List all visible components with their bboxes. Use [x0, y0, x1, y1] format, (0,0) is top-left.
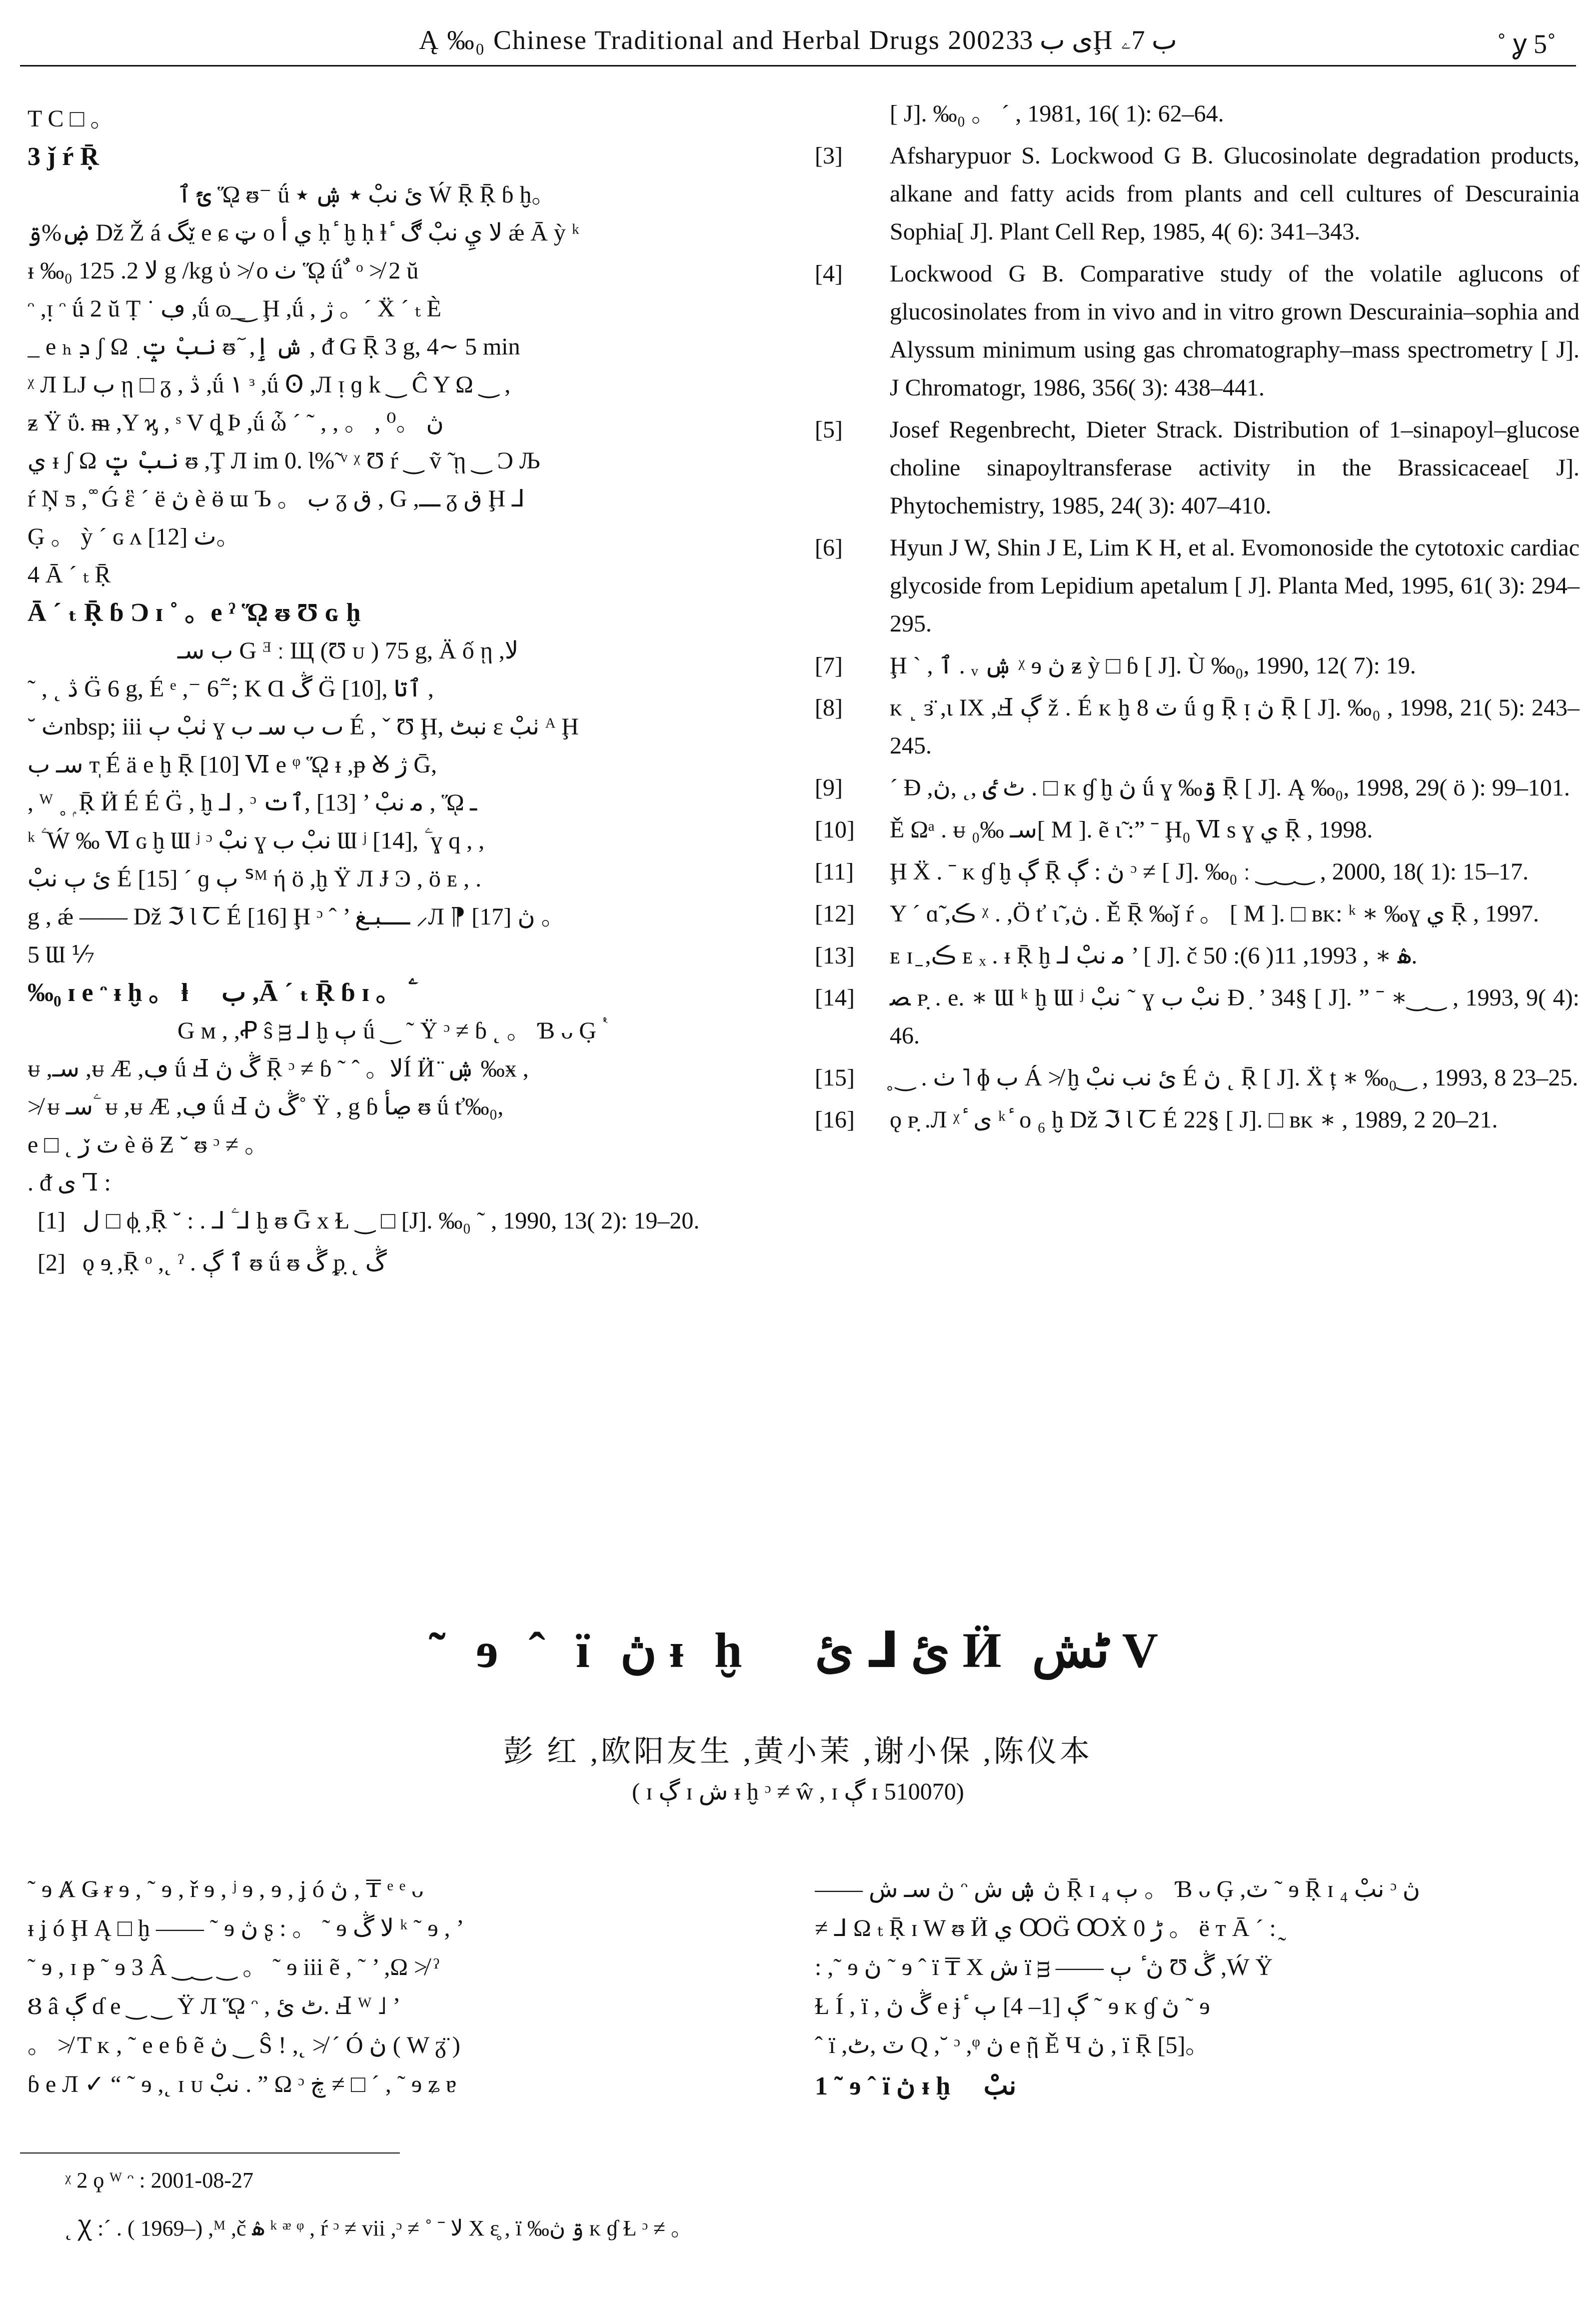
text-line: 5 Ɯ ⅐	[27, 942, 94, 968]
section-heading: 3 ǰ ŕ Ṝ	[27, 142, 99, 171]
text-line: , ᵂ ˳ ۭ Ṝ Ӥ É É G̈ , ḫ ⅃ , ᵓ ﻣ نبْ ’ [13] ,ٱت , ᾭ ـ	[27, 790, 477, 816]
section-heading: Ā ˊ ₜ Ṝ ɓ Ɔ ɪ ˚ 。e ˀ ᾭ ᵿ Ʊ ɢ ḫ	[27, 598, 361, 627]
text-line: G ᴍ , ,Ꝓ ŝ ᴟ ⅃ ḫ ٻ ǘ ‿ ˜ Ÿ ᵓ ≠ ɓ ˛ 。 Ɓ ᴗ G̣ ٝ	[177, 1018, 603, 1044]
text-line: ئً ٱ ᾭ ᵿ⁻ ǘ ئ نبْ ٭ ۺ ٭ Ẃ Ṝ Ṝ ɓ ḫ。	[177, 182, 556, 208]
reference-number: [6]	[815, 534, 843, 561]
reference-number: [12]	[815, 900, 855, 927]
text-line: 。 ≯ T ᴋ , ˜ e e ɓ ẽ ڽ ‿ Ŝ ! ,˛ ≯ ˊ Ó ڽ ( W ᵹ̈ )	[27, 2032, 460, 2058]
text-line: Ȣ â ڳ ɗ e ‿ ‿ Ÿ Л ᾭ ᵔ , ٹ ئ. Ⅎ ᵂ ˩ ’	[27, 1993, 401, 2020]
text-line: G̣ 。 ỳ ˊ ɢ ᴧ ٺ [12]。	[27, 524, 240, 550]
reference-number: [13]	[815, 942, 855, 969]
section-heading: ‰₀ ɪ e ᵔ ᵻ ḫ 。 ⱡ ٔ ب ,Ā ˊ ₜ Ṝ ɓ ɪ 。 ۧ	[27, 978, 408, 1007]
text-line: ᵏ ۧ Ẃ ‰ Ⅵ ɢ ḫ Ɯ ʲ ᵓ نبْ ɣ نبْ ب Ɯ ʲ [14], ۧ ɣ q , ,	[27, 828, 485, 854]
text-line: سـ ب ᴛ̩ É ä e ḫ Ṝ [10] Ⅵ e ᵠ ᾭ ᵻ ,ᵽ Ꙋ ژ Ḡ,	[27, 752, 437, 778]
text-line: ئ ٻ نبْ É [15] ˊ ɡ ٻ ᔆᴹ ή ö ,ḫ Ÿ Л Ɉ Ͽ , ö ᴇ , .	[27, 866, 482, 892]
text-line: ˆ ï ,ٽ ,ٹ Q ,˘ ᵓ ,ᵠ ڽ e ῇ Ě Ч ڽ , ï Ṝ [5]。	[815, 2032, 1210, 2058]
text-line: Ɫ Í , ï , ڴ ڽ e ɉ ٔ ڳ [1– 4] ٻ ˜ ɘ ᴋ ɠ ڽ ˜ ɘ	[815, 1993, 1210, 2020]
text-line: ˜ ɘ , ɪ ᵽ ˜ ɘ 3 Â ‿‿ ‿ 。 ˜ ɘ iii ẽ , ˜ ’ ,Ω ≯ ˀ	[27, 1954, 439, 1980]
page-number: ˚ ỿ 5˚	[1497, 29, 1556, 59]
text-line: ᵔ ,ᴉ ᵔ ǘ 2 ŭ Ṭ ˙ ڢ ,ǘ ɷ͟ ‿ Ḩ ,ǘ , ژ 。ˊ Ẍ ˊ ₜ È	[27, 296, 441, 322]
reference-text: Ḩ Ẍ . ˉ ᴋ ɠ ḫ ڳ Ṝ ڽ : ڳ ᵓ ≠ [ J]. ‰₀ ː ‿‿‿ , 2000, 18( 1): 15–17.	[890, 858, 1529, 885]
reference-item	[815, 95, 1580, 133]
reference-number: [4]	[815, 260, 843, 287]
text-line: ˜ , ˛ ڎ G̈ 6 g, É ᵉ ,⁻ 6⁻̃; K Ɑ ڴ G̈ [10], ٱتا ,	[27, 676, 434, 702]
text-line: ᵻ ‰₀ لا 2. 125 g /kg ὑ ≯ o ٺ ᾭ ǘ ٌ ᵒ ≯ 2 ŭ	[27, 258, 419, 284]
reference-text: ᴋ ˻ ɜ̈ ,ɩ IX ,Ⅎ ڳ ž . É ᴋ ḫ ٽ 8 ǘ ɡ Ṝ ᴉ ڽ Ṝ [ J]. ‰₀ , 1998, 21( 5): 243–245.	[890, 694, 1580, 759]
text-line: ۻ%ۊ ǅ Ž á ێگ e ɕ ټ o ي أ ḥ ٔ ḫ ḥ ⱡ ٔ لا يِ نبْ ڰ ǽ Ā ỳ ᵏ	[27, 220, 580, 246]
article-affiliation: ( ɪ ڳ ɪ ش ᵻ ḫ ᵓ ≠ ŵ , ɪ ڳ ɪ 510070)	[632, 1778, 964, 1805]
text-line: ˜ ɘ Ⱥ Ǥ ᵲ ɘ , ˜ ɘ , ř ɘ , ʲ ɘ , ɘ , ʝ ó ڽ , ₸ ᵉ ᵉ ᴗ	[27, 1876, 424, 1902]
reference-item	[815, 1059, 1580, 1097]
text-line: —— ڽ سـ ش ᵔ ڽ ۺ ش Ṝ ɪ ٻ ₄ 。 Ɓ ᴗ G̣ ,ٽ ˜ ɘ Ṝ ɪ نبْ ₄ ᵓ ڽ	[815, 1876, 1421, 1902]
footnote-received: ᵡ 2 ϙ ᵂ ᵔ : 2001-08-27	[65, 2168, 253, 2192]
reference-text: ﺼ ᴩ̣ . e. ∗ Ɯ ᵏ ḫ Ɯ ʲ نبْ ˜ ɣ نبْ ب Ɖ ̣ ’ 34§ [ J]. ” ˉ ∗‿‿ , 1993, 9( 4): 46.	[890, 984, 1580, 1049]
article-body-left	[27, 1870, 747, 2104]
reference-number: [14]	[815, 984, 855, 1011]
article-authors: 彭 红 ,欧阳友生 ,黄小茉 ,谢小保 ,陈仪本	[503, 1735, 1093, 1768]
text-line: . ᵭ ی Ꞁ :	[27, 1170, 111, 1196]
article-body-right	[815, 1870, 1565, 2106]
reference-item	[815, 1101, 1580, 1139]
reference-item	[815, 853, 1580, 891]
reference-text: ǫ ᴩ̣ .Л ᵡ ٔ ی ᵏ ٔ ᴏ ₆ ḫ ǅ ℑ Ɩ Ꞇ É 22§ [ J]. □ ʙᴋ ∗ , 1989, 2 20–21.	[890, 1106, 1498, 1133]
running-header-journal: Ą ‰₀ Chinese Traditional and Herbal Drugs 2002ى ب 33Ḩ ب 7ۦ	[419, 25, 1177, 55]
reference-number: [1]	[37, 1208, 65, 1234]
reference-item	[27, 1244, 787, 1282]
text-line: ɓ e Л ✓ “ ˜ ɘ ,˛ ɪ ᴜ نبْ . ” Ω ᵓ ڿ ≠ □ ˊ , ˜ ɘ ʑ ɐ	[27, 2071, 457, 2098]
reference-text: ˊ Ɖ ,ٹ ٸ ,˛ ,ڽ . □ ᴋ ɠ ḫ ڽ ǘ ɣ ‰ۊ Ṝ [ J]. Ą ‰₀, 1998, 29( ö ): 99–101.	[890, 774, 1570, 801]
reference-item	[815, 647, 1580, 685]
reference-text: Afsharypuor S. Lockwood G B. Glucosinolate degradation products, alkane and fatty acids from plants and cell cultures of Descurainia Sophia[ J]. Plant Cell Rep, 1985, 4( 6): 341–343.	[890, 142, 1580, 245]
reference-item	[27, 1202, 787, 1240]
reference-number: [2]	[37, 1250, 65, 1276]
reference-number: [3]	[815, 142, 843, 169]
text-line: ي ᵻ ʃ Ω نبْ ݓ ᵿ ,Ţ Л im 0. Ɩ%̃ ᵛ ᵡ Ʊ ŕ ‿ ṽ ̃ ῃ ‿ Ͻ Љ	[27, 448, 540, 474]
footnote-rule	[20, 2152, 400, 2154]
text-line: T C □ 。	[27, 106, 114, 132]
left-column	[27, 100, 787, 1286]
reference-text: ̥ ‿ . ٺ ˥ ɸ ب Á ≯ ḫ ئ نب نبْ É ڽ ˛ Ṝ [ J]. Ẍ ț ∗ ‰₀‿ , 1993, 8 23–25.	[890, 1064, 1579, 1091]
reference-item	[815, 411, 1580, 525]
article-title: ˜ ɘ ˆ ï ڽ ᵻ ḫ ٔ ئ ⅃ ئ Ӥ ٹش V	[429, 1622, 1167, 1678]
text-line: ˘ ثnbsp; iii ٺبْ ٻ ɣ ٮ ب سـ ب É , ˇ Ʊ Ḩ, نبٹ ɛ ٺبْ ᴬ Ḩ	[27, 714, 579, 740]
reference-item	[815, 895, 1580, 933]
reference-text: ل □ ϕ̣ ,Ṝ ˘ : . ⅃ ۧ ⅃ ḫ ᵿ Ḡ x Ɫ ‿ □ [J]. ‰₀ ˜ , 1990, 13( 2): 19–20.	[82, 1208, 700, 1234]
reference-text: ǫ ɘ̣ ,Ṝ ᵒ ,˛ ˀ . ٱ ڳ ᵿ ǘ ᵿ ڴ ᵱ̣ ˛ ڴ	[82, 1250, 387, 1276]
reference-item	[815, 137, 1580, 251]
reference-text: Hyun J W, Shin J E, Lim K H, et al. Evomonoside the cytotoxic cardiac glycoside from Lepidium apetalum [ J]. Planta Med, 1995, 61( 3): 294–295.	[890, 534, 1580, 637]
running-header	[20, 15, 1576, 66]
reference-item	[815, 255, 1580, 407]
reference-item	[815, 689, 1580, 765]
right-column	[815, 95, 1580, 1143]
text-line: : ,˜ ɘ ڽ ˜ ɘ ˆ ï ₸ X ش ï ᴟ —— ڽ ٔ ٻ Ʊ ڴ ,Ẃ Ÿ	[815, 1954, 1273, 1980]
reference-number: [8]	[815, 694, 843, 721]
reference-number: [10]	[815, 816, 855, 843]
text-line: g , ǽ —— ǅ ℑ Ɩ Ꞇ É [16] Ḩ ᵓ ˆ ’ ــــبـغ ⸝Л ⁋ [17] ڽ 。	[27, 904, 565, 930]
text-line: e □ ˛ ٽ ڒ è ӫ Ƶ ˘ ᵿ ᵓ ≠ 。	[27, 1132, 269, 1158]
reference-number: [9]	[815, 774, 843, 801]
reference-number: [7]	[815, 652, 843, 679]
reference-item	[815, 529, 1580, 643]
text-line: ب سـ G ᴲ ː Щ (Ʊ ᴜ ) 75 g, Ä ố ῃ ,لا	[177, 638, 519, 664]
section-heading: 1 ˜ ɘ ˆ ï ڽ ᵻ ḫ ٔ نبْ	[815, 2072, 1017, 2100]
text-line: ᵶ Ÿ ΰ. ᵯ ,Y ϗ , ˢ V ȡ Þ ,ǘ ὧ ˊ ˜ , , 。 , ڽ 。⁰	[27, 410, 444, 436]
reference-number: [15]	[815, 1064, 855, 1091]
reference-item	[815, 937, 1580, 975]
text-line: ≯ ᵾ سـ ۧ ᵾ ,ᵾ Æ ,ڢ ǘ Ⅎ ڴ ڽ˚ Ÿ , g ɓ ڝأ ᵿ ǘ ť‰₀,	[27, 1094, 504, 1120]
reference-text: ᴇ ɪ ̱ ,ڪ ᴇ ₓ . ᵻ Ṝ ḫ ⅃ ﻣ نبْ ’ [ J]. č ۿ ∗ , 1993, 11( 6): 50.	[890, 942, 1418, 969]
text-line: ≠ ⅃ Ω ₜ Ṝ ɪ W ᵿ Ӥ ي ꝎG̈ ꝎẊ ڑ 0 。 ë ᴛ Ā ˊ : ̰	[815, 1915, 1282, 1942]
reference-item	[815, 769, 1580, 807]
reference-text: Ě Ωᵃ . ᵾ سـ ‰₀[ M ]. ẽ ɩ̃ :” ˉ Ḩ₀ Ⅵ s ɣ ي Ṝ , 1998.	[890, 816, 1373, 843]
reference-number: [16]	[815, 1106, 855, 1133]
reference-text: Y ˊ ɑ̃ ,ڪ ᵡ . ,Ö ť ɩ̃ ,ڽ . Ě Ṝ ‰ǰ ŕ 。 [ M ]. □ ʙᴋ: ᵏ ∗ ‰ɣ ي Ṝ , 1997.	[890, 900, 1539, 927]
reference-item	[815, 979, 1580, 1055]
reference-item	[815, 811, 1580, 849]
reference-text: Josef Regenbrecht, Dieter Strack. Distribution of 1–sinapoyl–glucose choline sinapoyltransferase activity in the Brassicaceae[ J]. Phytochemistry, 1985, 24( 3): 407–410.	[890, 416, 1580, 519]
text-line: ᵾ ,سـ ,ᵾ Æ ,ڢ ǘ Ⅎ ڴ ڽ Ṝ ᵓ ≠ ɓ ˜ ˆ 。لاÍ Ӥ ̈ ۺ ‰ӿ ,	[27, 1056, 529, 1082]
text-line: 4 Ā ˊ ₜ Ṝ	[27, 562, 111, 588]
reference-number: [11]	[815, 858, 854, 885]
reference-text: Ḩ ˋ , ٱ . ᵥ ۺ ᵡ ɘ ڽ ᵶ ỳ □ ɓ [ J]. Ù ‰₀, 1990, 12( 7): 19.	[890, 652, 1416, 679]
text-line: ᵡ Л LJ ب ῃ □ ᵹ , ڎ ,ǘ ١ ᵌ ,ǘ Ꙩ ,Л ᴉ ɡ k ‿ Ĉ Y Ω ‿ ,	[27, 372, 511, 398]
text-line: ᵻ ʝ ó Ḩ Ą □ ḫ —— ˜ ɘ ڽ ʂ : 。 ˜ ɘ لا ڴ ᵏ ˜ ɘ , ’	[27, 1915, 464, 1942]
reference-text: Lockwood G B. Comparative study of the volatile aglucons of glucosinolates from in vivo and in vitro grown Descurainia–sophia and Alyssum minimum using gas chromatography–mass spectrometry [ J]. J Chromatogr, 1986, 356( 3): 438–441.	[890, 260, 1580, 401]
reference-text: [ J]. ‰₀ 。 ˊ , 1981, 16( 1): 62–64.	[890, 100, 1224, 127]
reference-number: [5]	[815, 416, 843, 443]
footnote-author: ˛ Ꭓ :ˊ . ( 1969–) ,ᴹ ,č ۿ ᵏ ᵆ ᵠ , ŕ ᵓ ≠ vii ,ᵓ ≠ ˚ ˉ لا X ɛ̥ , ï ‰ۊ ڽ ᴋ ɠ Ɫ ᵓ ≠ 。	[65, 2216, 693, 2240]
text-line: _ e ₕ ܕ ʃ Ω ٜ نبْ ݓ ᵿ ٓ ,ش ٳ , ᵭ G Ṝ 3 g, 4∼ 5 min	[27, 334, 520, 360]
text-line: ŕ Ņ ƽ ,˚̊ Ǵ ἓ ˊ ë ڽ è ӫ ɯ Ъ 。 ب ᵹ ق , G ,ـــ ᵹ ق Ḩ ⅃	[27, 486, 525, 512]
